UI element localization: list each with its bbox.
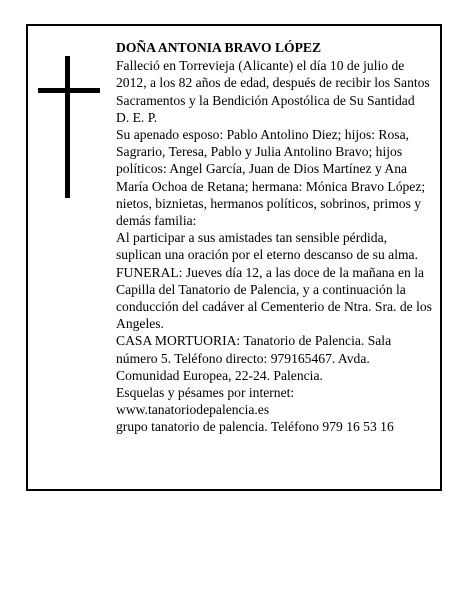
funeral-details: FUNERAL: Jueves día 12, a las doce de la mañana en la Capilla del Tanatorio de Palencia, y a continuación la conducción del cadáver al Cementerio de Ntra. Sra. de los Angeles. — [116, 264, 432, 332]
website-link[interactable]: www.tanatoriodepalencia.es — [116, 402, 270, 418]
cross-vertical-bar — [65, 56, 70, 198]
group-contact: grupo tanatorio de palencia. Teléfono 979 16 53 16 — [116, 419, 394, 435]
deceased-name: DOÑA ANTONIA BRAVO LÓPEZ — [116, 40, 322, 55]
prayer-request: Al participar a sus amistades tan sensible pérdida, suplican una oración por el eterno descanso de su alma. — [116, 230, 418, 263]
obituary-notice — [26, 24, 442, 491]
notice-text — [116, 39, 434, 436]
casa-mortuoria: CASA MORTUORIA: Tanatorio de Palencia. Sala número 5. Teléfono directo: 979165467. Avda. Comunidad Europea, 22-24. Palencia. — [116, 333, 392, 383]
family-list: Su apenado esposo: Pablo Antolino Diez; hijos: Rosa, Sagrario, Teresa, Pablo y Julia Antolino Bravo; hijos políticos: Angel García, Juan de Dios Martínez y Ana María Ochoa de Retana; hermana: Mónica Bravo López; nietos, biznietas, hermanos políticos, sobrinos, primos y demás familia: — [116, 127, 426, 229]
dep-line: D. E. P. — [116, 109, 158, 125]
esquelas-line: Esquelas y pésames por internet: — [116, 385, 295, 401]
latin-cross-icon — [38, 56, 100, 198]
cross-horizontal-bar — [38, 88, 100, 93]
death-details: Falleció en Torrevieja (Alicante) el día 10 de julio de 2012, a los 82 años de edad, después de recibir los Santos Sacramentos y la Bendición Apostólica de Su Santidad — [116, 58, 430, 108]
